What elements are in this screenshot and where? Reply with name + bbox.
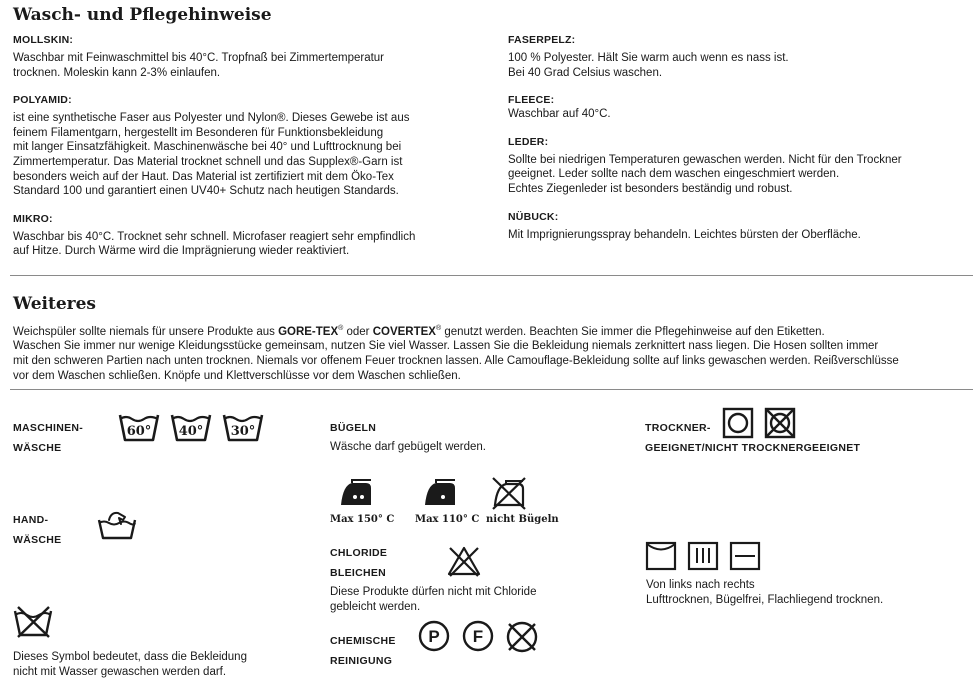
iron-caption-none: nicht Bügeln	[486, 514, 559, 525]
care-text-line: Waschbar mit Feinwaschmittel bis 40°C. Tropfnaß bei Zimmertemperatur	[13, 52, 385, 64]
ironing-text: Wäsche darf gebügelt werden.	[330, 441, 486, 453]
tumble-dry-icon	[722, 407, 754, 439]
care-text-line: 100 % Polyester. Hält Sie warm auch wenn es nass ist.	[508, 52, 789, 64]
dry-clean-p-icon	[418, 620, 450, 652]
care-label: MIKRO:	[13, 212, 53, 225]
care-label: POLYAMID:	[13, 94, 72, 107]
bleach-label: CHLORIDE BLEICHEN	[330, 547, 388, 579]
care-item-fleece	[508, 93, 968, 122]
care-text-line: geeignet. Leder sollte nach dem waschen eingeschmiert werden.	[508, 168, 840, 181]
iron-caption-150: Max 150° C	[330, 514, 395, 525]
no-bleach-icon	[446, 545, 482, 577]
wash-tub-30-icon	[222, 410, 264, 442]
care-label: MOLLSKIN:	[13, 34, 74, 46]
care-item-polyamid	[13, 93, 493, 199]
no-dry-clean-icon	[505, 620, 539, 654]
care-text-line: mit langer Einsatzfähigkeit. Maschinenwäsche bei 40° und Lufttrocknung bei	[13, 141, 402, 154]
iron-caption-110: Max 110° C	[415, 514, 480, 525]
weiteres-line: mit den schweren Partien nach unten trocknen. Niemals vor offenem Feuer trocknen lassen. Alle Camouflage-Bekleidung sollte auf links gewaschen werden. Reißverschlüsse	[13, 355, 899, 368]
care-label: LEDER:	[508, 135, 549, 148]
care-label: FASERPELZ:	[508, 34, 576, 46]
wash-tub-40-icon	[170, 410, 212, 442]
section-divider	[10, 389, 973, 390]
ironing-label: BÜGELN	[330, 422, 377, 434]
washing-left-column	[13, 33, 493, 259]
dry-clean-letter: P	[428, 627, 440, 646]
no-iron-icon	[490, 476, 528, 510]
weiteres-text	[13, 322, 975, 383]
care-item-leder	[508, 135, 968, 197]
brand-covertex: COVERTEX	[372, 325, 436, 338]
dry-clean-f-icon	[462, 620, 494, 652]
weiteres-line: vor dem Waschen schließen. Knöpfe und Klettverschlüsse vor dem Waschen schließen.	[13, 369, 461, 382]
brand-gore-tex: GORE-TEX	[278, 325, 339, 338]
iron-two-dot-icon	[338, 478, 374, 508]
dryer-label: TROCKNER- GEEIGNET/NICHT TROCKNERGEEIGNET	[645, 422, 861, 454]
no-wash-text: Dieses Symbol bedeutet, dass die Bekleidung nicht mit Wasser gewaschen werden darf.	[13, 651, 247, 678]
care-item-mikro	[13, 212, 493, 259]
drying-methods-text: Von links nach rechts Lufttrocknen, Bügelfrei, Flachliegend trocknen.	[646, 579, 884, 606]
care-label: NÜBUCK:	[508, 210, 559, 223]
care-text-line: Zimmertemperatur. Das Material trocknet schnell und das Supplex®-Garn ist	[13, 155, 403, 168]
wash-temp-label: 60°	[126, 424, 152, 439]
care-text-line: trocknen. Moleskin kann 2-3% einlaufen.	[13, 66, 221, 79]
hand-wash-icon	[97, 508, 137, 540]
hand-wash-label: HAND- WÄSCHE	[13, 514, 62, 546]
care-text-line: Standard 100 und garantiert einen UV40+ Schutz nach heutigen Standards.	[13, 185, 399, 198]
washing-title: Wasch- und Pflegehinweise	[13, 5, 272, 25]
no-wash-icon	[12, 604, 54, 638]
line-dry-icon	[645, 541, 677, 571]
chemical-cleaning-label: CHEMISCHE REINIGUNG	[330, 635, 396, 667]
weiteres-title: Weiteres	[13, 294, 96, 314]
weiteres-line: Waschen Sie immer nur wenige Kleidungsstücke gemeinsam, nutzen Sie viel Wasser. Lassen Sie die Bekleidung niemals zerknittert nass liegen. Die Hosen sollten immer	[13, 340, 879, 353]
care-text-line: Echtes Ziegenleder ist besonders beständig und robust.	[508, 182, 793, 195]
care-item-mollskin	[13, 33, 493, 80]
care-text-line: feinem Filamentgarn, hergestellt im Besonderen für Funktionsbekleidung	[13, 126, 384, 139]
washing-right-column	[508, 33, 968, 242]
care-text-line: Waschbar auf 40°C.	[508, 108, 611, 121]
care-text-line: Bei 40 Grad Celsius waschen.	[508, 66, 663, 79]
dry-clean-letter: F	[472, 627, 484, 646]
care-item-faserpelz	[508, 33, 968, 80]
care-text-line: Mit Imprignierungsspray behandeln. Leichtes bürsten der Oberfläche.	[508, 228, 861, 241]
dry-flat-icon	[729, 541, 761, 571]
section-divider	[10, 275, 973, 276]
bleach-text: Diese Produkte dürfen nicht mit Chloride gebleicht werden.	[330, 586, 537, 613]
care-text-line: Sollte bei niedrigen Temperaturen gewaschen werden. Nicht für den Trockner	[508, 153, 902, 166]
care-text-line: ist eine synthetische Faser aus Polyester und Nylon®. Dieses Gewebe ist aus	[13, 112, 410, 125]
no-tumble-dry-icon	[764, 407, 796, 439]
care-label: FLEECE:	[508, 94, 555, 107]
wash-tub-60-icon	[118, 410, 160, 442]
drip-dry-icon	[687, 541, 719, 571]
iron-one-dot-icon	[422, 478, 458, 508]
machine-wash-label: MASCHINEN- WÄSCHE	[13, 422, 84, 454]
care-item-nubuck	[508, 210, 968, 243]
weiteres-line: Weichspüler sollte niemals für unsere Produkte aus GORE-TEX® oder COVERTEX® genutzt werden. Beachten Sie immer die Pflegehinweise auf den Etiketten.	[13, 325, 825, 338]
wash-temp-label: 30°	[230, 424, 256, 439]
care-text-line: Waschbar bis 40°C. Trocknet sehr schnell. Microfaser reagiert sehr empfindlich	[13, 230, 416, 243]
wash-temp-label: 40°	[178, 424, 204, 439]
care-text-line: besonders weich auf der Haut. Das Material ist zertifiziert mit dem Öko-Tex	[13, 170, 394, 183]
care-text-line: auf Hitze. Durch Wärme wird die Imprägnierung wieder reaktiviert.	[13, 245, 350, 258]
